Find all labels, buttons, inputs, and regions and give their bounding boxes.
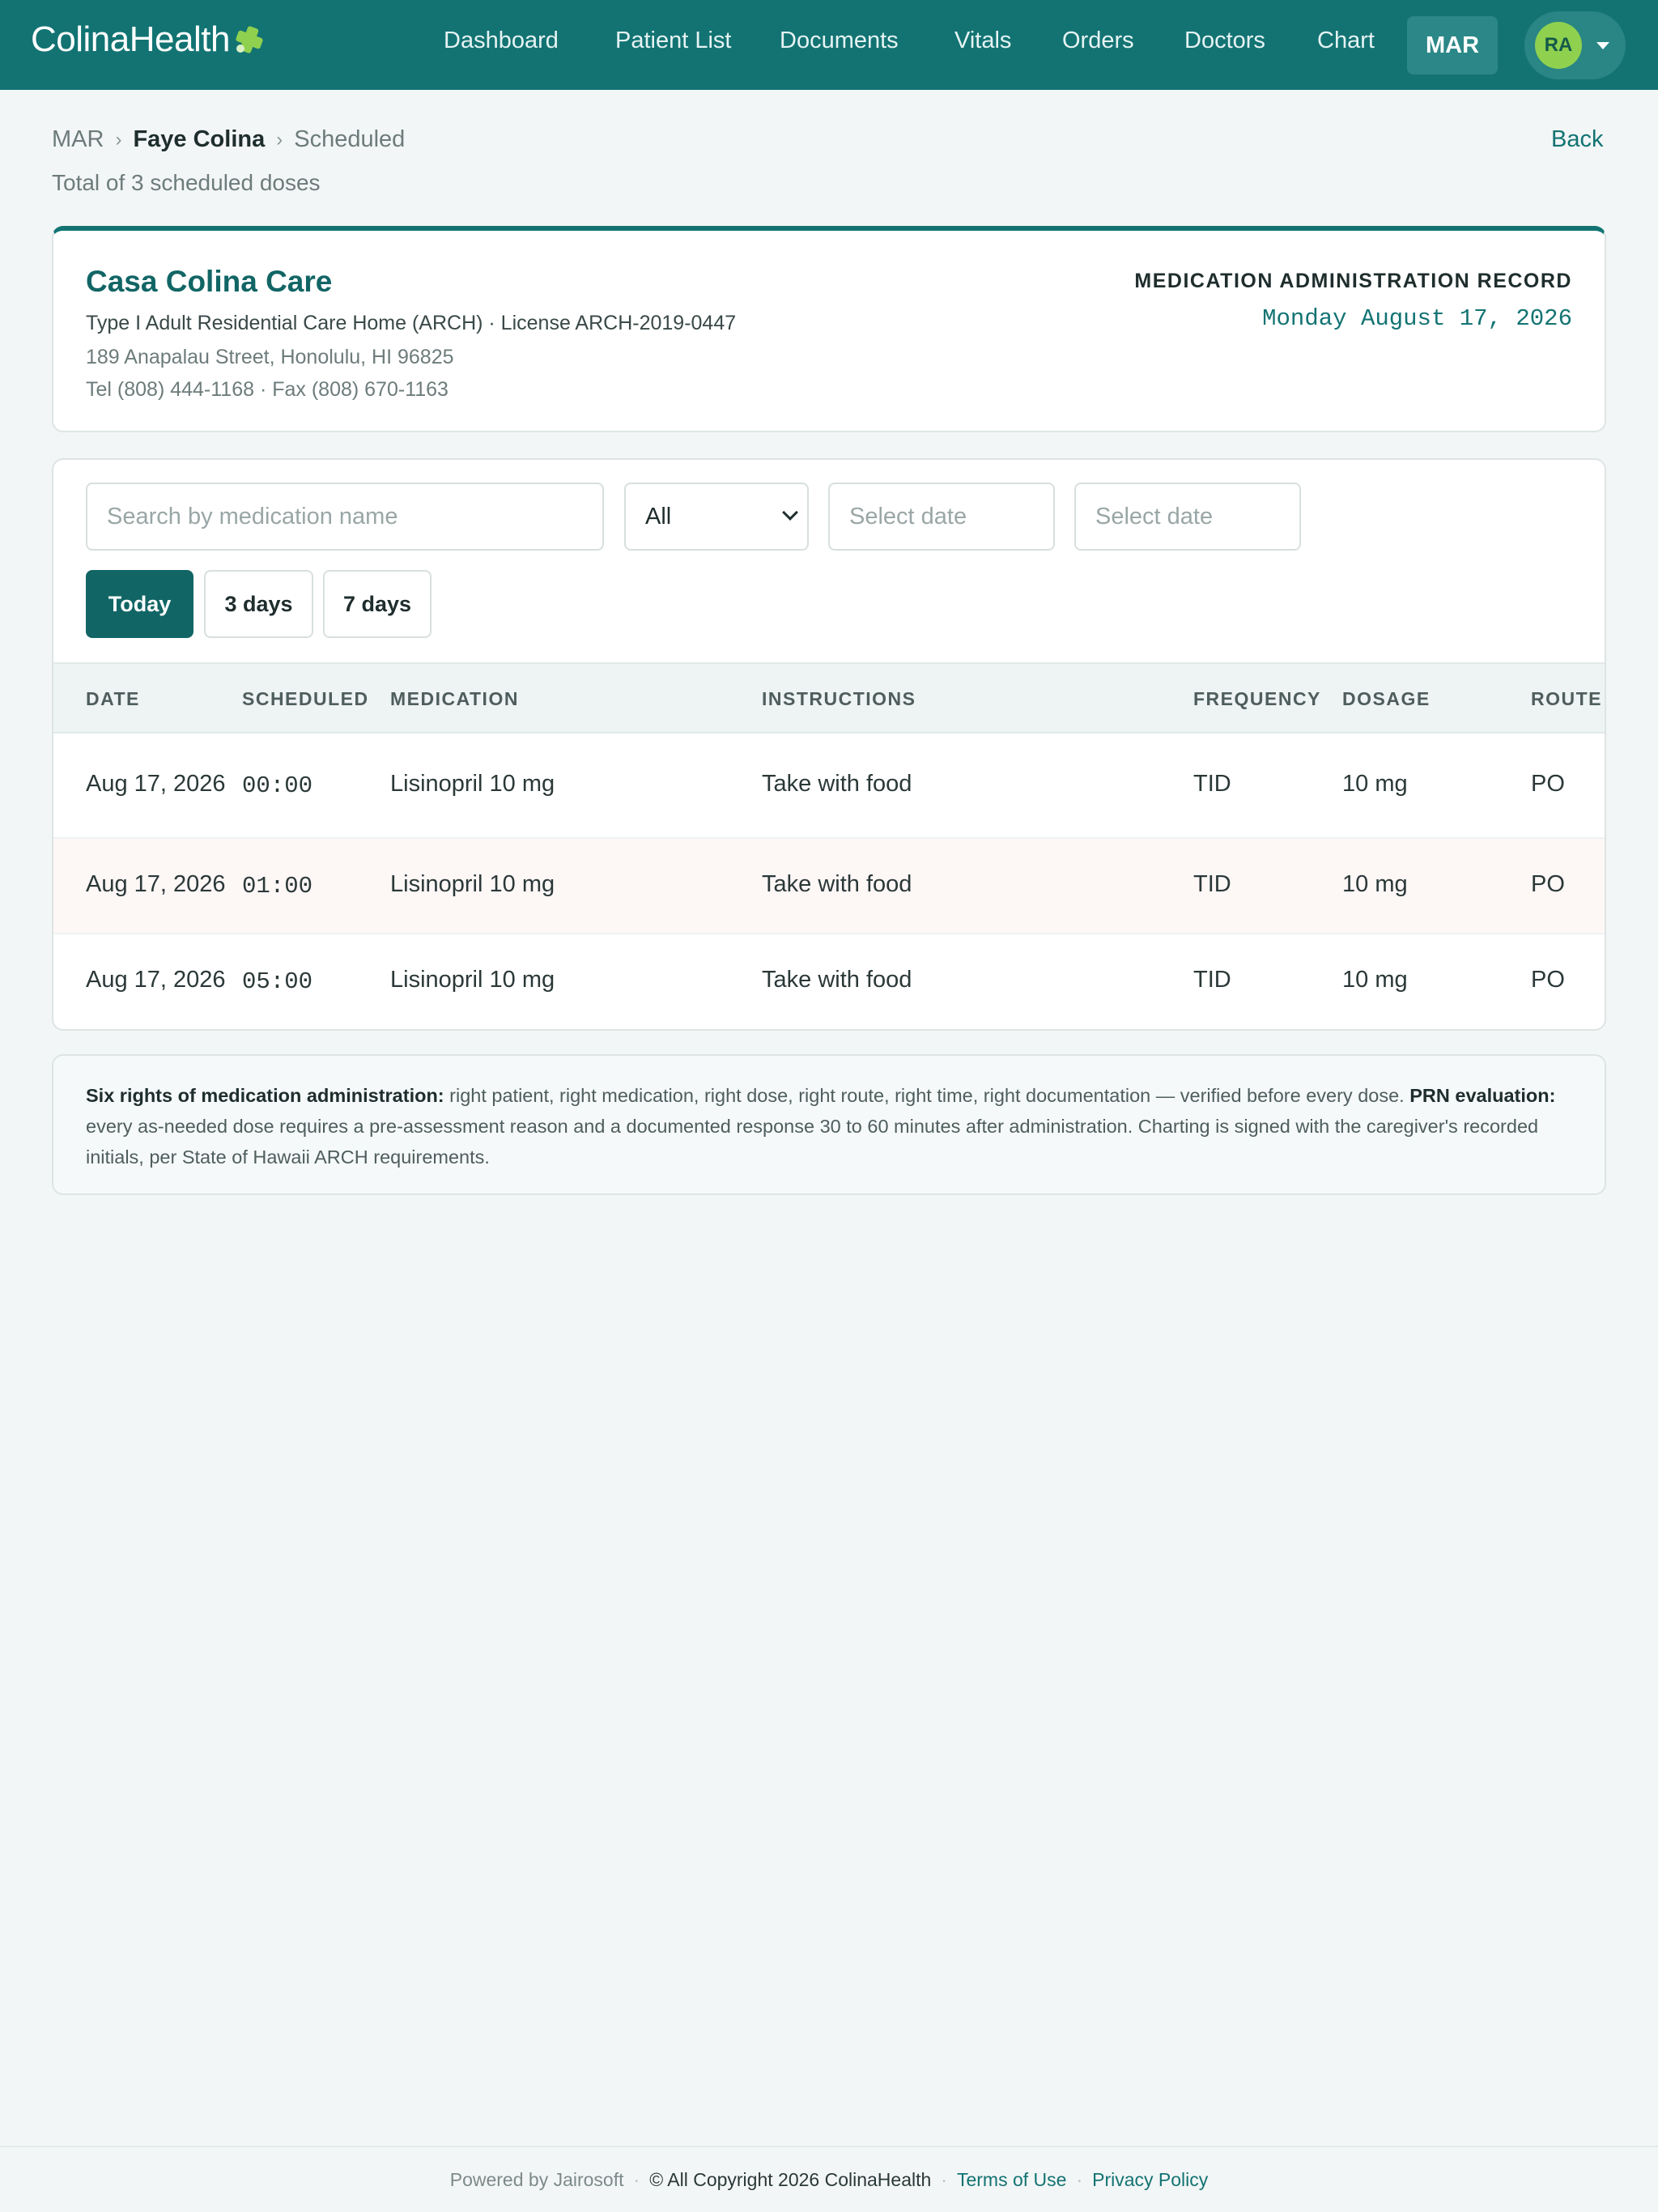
- col-frequency[interactable]: FREQUENCY: [1193, 688, 1321, 709]
- notes-text: [86, 1080, 1575, 1172]
- cell-frequency: TID: [1193, 967, 1231, 993]
- avatar: RA: [1535, 22, 1582, 69]
- chevron-down-icon: [1596, 42, 1609, 49]
- brand-logo[interactable]: [31, 19, 266, 60]
- facility-name: Casa Colina Care: [86, 265, 333, 298]
- footer: [0, 2146, 1658, 2212]
- footer-separator: ·: [941, 2168, 947, 2190]
- range-7-days-button[interactable]: 7 days: [323, 570, 432, 638]
- cell-instructions: Take with food: [762, 871, 912, 897]
- top-navbar: [0, 0, 1658, 90]
- footer-separator: ·: [1076, 2168, 1083, 2190]
- rights-label: Six rights of medication administration:: [86, 1085, 444, 1106]
- col-route[interactable]: ROUTE: [1531, 688, 1602, 709]
- cell-medication: Lisinopril 10 mg: [390, 967, 555, 993]
- chevron-right-icon: ›: [276, 128, 283, 151]
- nav-doctors[interactable]: Doctors: [1184, 28, 1265, 53]
- status-select[interactable]: [624, 483, 809, 551]
- cell-medication: Lisinopril 10 mg: [390, 771, 555, 797]
- chevron-right-icon: ›: [115, 128, 122, 151]
- cell-route: PO: [1531, 967, 1565, 993]
- cell-route: PO: [1531, 771, 1565, 797]
- records-card: [52, 458, 1606, 1031]
- facility-phone: Tel (808) 444-1168 · Fax (808) 670-1163: [86, 378, 449, 401]
- dose-count: Total of 3 scheduled doses: [52, 170, 321, 195]
- search-input[interactable]: Search by medication name: [86, 483, 604, 551]
- cell-frequency: TID: [1193, 871, 1231, 897]
- nav-mar[interactable]: MAR: [1407, 16, 1498, 74]
- cell-instructions: Take with food: [762, 967, 912, 993]
- col-medication[interactable]: MEDICATION: [390, 688, 519, 709]
- cell-instructions: Take with food: [762, 771, 912, 797]
- nav-vitals[interactable]: Vitals: [954, 28, 1012, 53]
- cell-date: Aug 17, 2026: [86, 771, 226, 797]
- table-row[interactable]: [53, 734, 1606, 839]
- cell-scheduled: 05:00: [242, 968, 313, 995]
- facility-address: 189 Anapalau Street, Honolulu, HI 96825: [86, 346, 454, 368]
- cell-scheduled: 00:00: [242, 772, 313, 799]
- nav-chart[interactable]: Chart: [1317, 28, 1375, 53]
- cell-dosage: 10 mg: [1342, 771, 1408, 797]
- col-date[interactable]: DATE: [86, 688, 140, 709]
- prn-label: PRN evaluation:: [1409, 1085, 1556, 1106]
- footer-powered: Powered by Jairosoft: [449, 2168, 624, 2190]
- nav-documents[interactable]: Documents: [780, 28, 899, 53]
- breadcrumb-mar[interactable]: MAR: [52, 126, 104, 152]
- record-title: MEDICATION ADMINISTRATION RECORD: [1134, 270, 1572, 292]
- cell-dosage: 10 mg: [1342, 967, 1408, 993]
- cell-medication: Lisinopril 10 mg: [390, 871, 555, 897]
- date-to-field[interactable]: Select date: [1074, 483, 1301, 551]
- privacy-link[interactable]: Privacy Policy: [1092, 2168, 1209, 2190]
- facility-card: [52, 226, 1606, 432]
- administration-notes: [52, 1054, 1606, 1195]
- nav-patient-list[interactable]: Patient List: [615, 28, 732, 53]
- col-instructions[interactable]: INSTRUCTIONS: [762, 688, 916, 709]
- cell-scheduled: 01:00: [242, 873, 313, 900]
- user-menu-button[interactable]: [1524, 11, 1626, 79]
- range-3-days-button[interactable]: 3 days: [204, 570, 313, 638]
- date-from-field[interactable]: Select date: [828, 483, 1055, 551]
- rights-text: right patient, right medication, right dose, right route, right time, right documentation — verified before every dose.: [444, 1085, 1410, 1106]
- table-row[interactable]: [53, 934, 1606, 1030]
- range-today-button[interactable]: Today: [86, 570, 193, 638]
- record-date: Monday August 17, 2026: [1262, 305, 1572, 332]
- breadcrumb-patient[interactable]: Faye Colina: [133, 126, 266, 152]
- cell-frequency: TID: [1193, 771, 1231, 797]
- cell-date: Aug 17, 2026: [86, 967, 226, 993]
- table-header: [53, 662, 1606, 734]
- nav-dashboard[interactable]: Dashboard: [444, 28, 559, 53]
- footer-copyright: © All Copyright 2026 ColinaHealth: [649, 2168, 932, 2190]
- col-scheduled[interactable]: SCHEDULED: [242, 688, 369, 709]
- brand-name: ColinaHealth: [31, 19, 230, 59]
- nav-orders[interactable]: Orders: [1062, 28, 1134, 53]
- footer-separator: ·: [633, 2168, 640, 2190]
- prn-text: every as-needed dose requires a pre-assessment reason and a documented response 30 to 60 minutes after administration. Charting is signed with the caregiver's recorded initials, per State of Hawaii ARCH requirements.: [86, 1116, 1539, 1168]
- cell-dosage: 10 mg: [1342, 871, 1408, 897]
- col-dosage[interactable]: DOSAGE: [1342, 688, 1431, 709]
- facility-license: Type I Adult Residential Care Home (ARCH) · License ARCH-2019-0447: [86, 312, 737, 334]
- cell-route: PO: [1531, 871, 1565, 897]
- chevron-down-icon: [782, 504, 798, 521]
- terms-link[interactable]: Terms of Use: [956, 2168, 1067, 2190]
- table-row[interactable]: [53, 839, 1606, 934]
- breadcrumb-current: Scheduled: [294, 126, 406, 152]
- status-select-value: All: [645, 503, 672, 530]
- cell-date: Aug 17, 2026: [86, 871, 226, 897]
- medical-cross-icon: [233, 23, 266, 56]
- back-link[interactable]: Back: [1551, 126, 1604, 152]
- breadcrumb: [52, 126, 405, 153]
